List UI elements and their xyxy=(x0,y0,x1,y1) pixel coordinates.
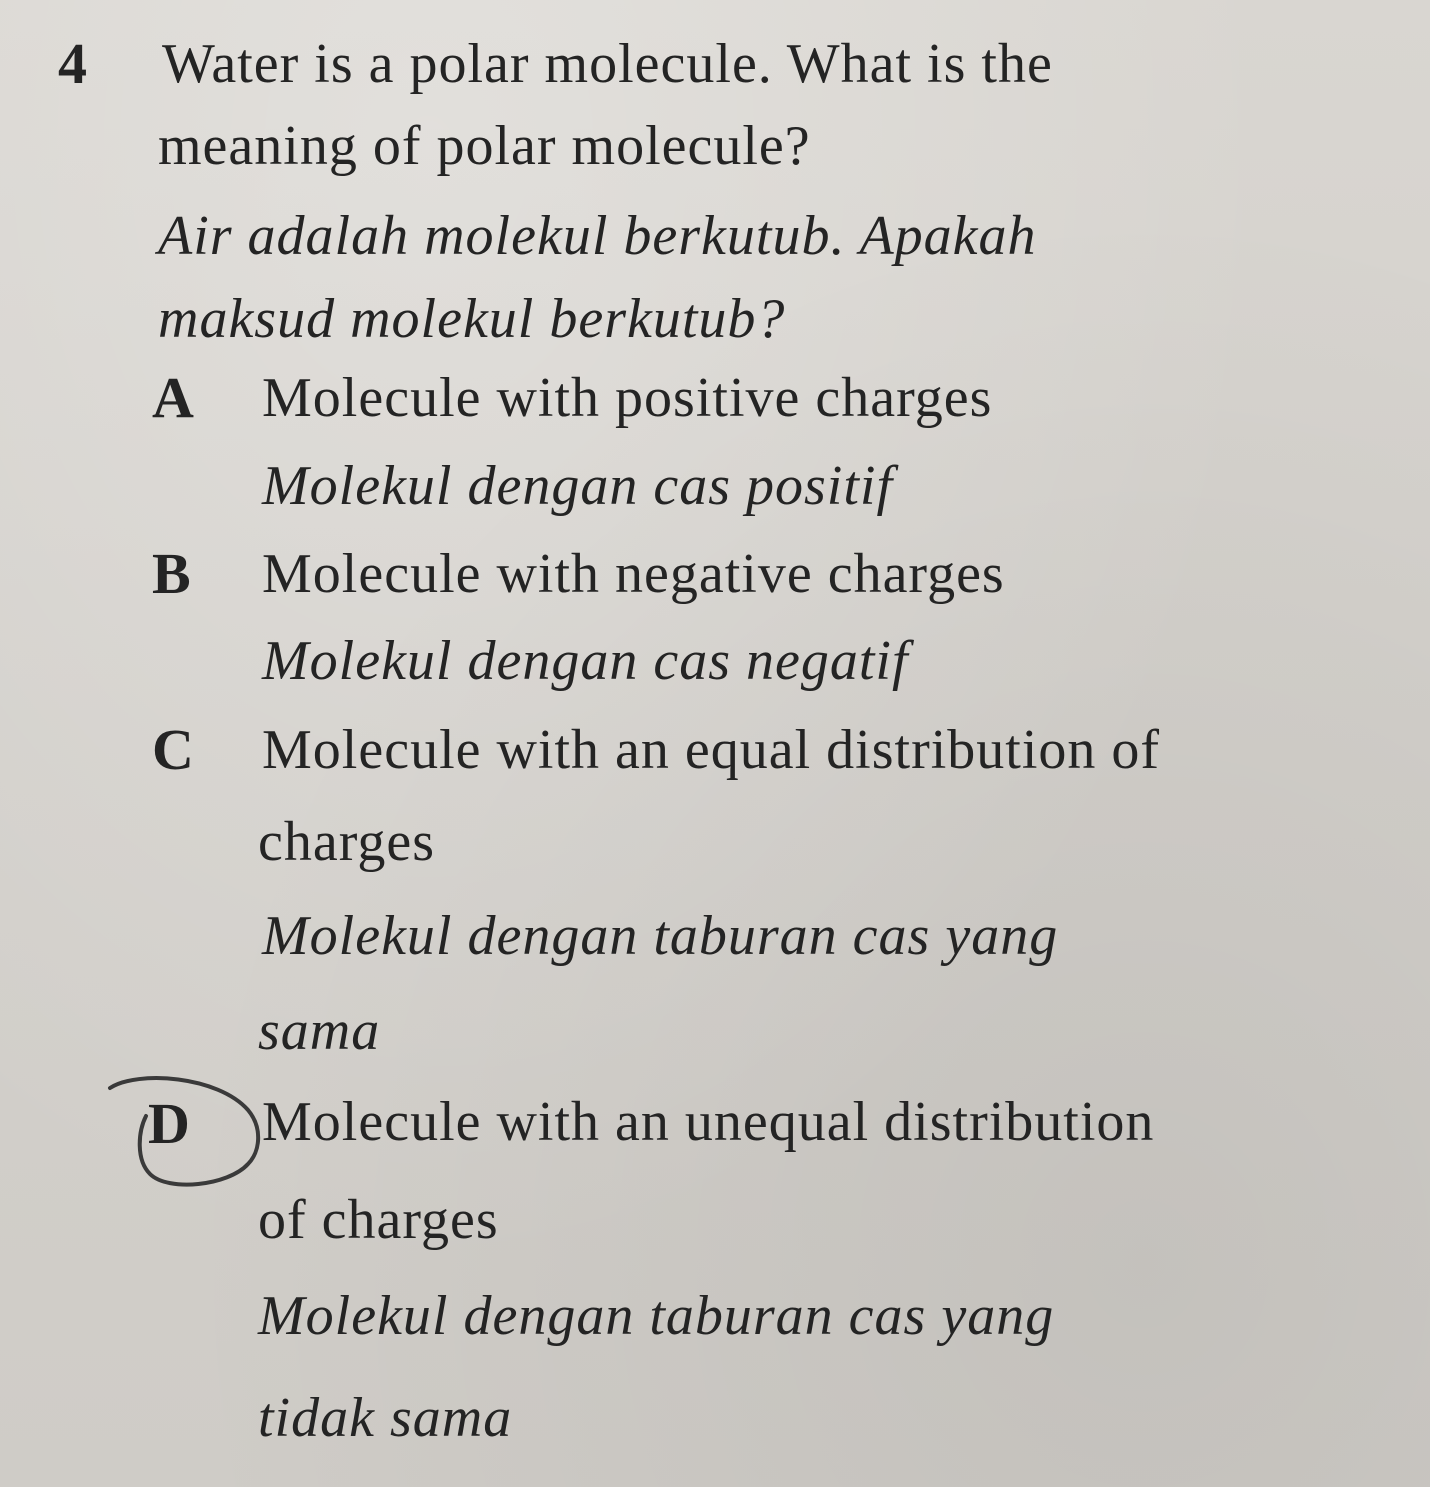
option-d-text-en-line1[interactable]: Molecule with an unequal distribution xyxy=(262,1091,1155,1153)
option-c-text-en-line2[interactable]: charges xyxy=(258,811,435,873)
option-a-letter[interactable]: A xyxy=(152,365,194,430)
question-text-ms-line2: maksud molekul berkutub? xyxy=(158,288,786,350)
question-number: 4 xyxy=(58,31,87,96)
question-text-en-line2: meaning of polar molecule? xyxy=(158,115,811,177)
option-d-text-en-line2[interactable]: of charges xyxy=(258,1189,499,1251)
question-text-ms-line1: Air adalah molekul berkutub. Apakah xyxy=(158,205,1037,267)
option-c-letter[interactable]: C xyxy=(152,717,194,782)
option-b-text-ms: Molekul dengan cas negatif xyxy=(262,630,909,692)
option-a-text-ms: Molekul dengan cas positif xyxy=(262,455,894,517)
option-d-letter[interactable]: D xyxy=(148,1091,190,1156)
question-text-en-line1: Water is a polar molecule. What is the xyxy=(162,33,1053,95)
option-c-text-en-line1[interactable]: Molecule with an equal distribution of xyxy=(262,719,1161,781)
option-c-text-ms-line2: sama xyxy=(258,1000,381,1062)
option-d-text-ms-line1: Molekul dengan taburan cas yang xyxy=(258,1285,1055,1347)
option-c-text-ms-line1: Molekul dengan taburan cas yang xyxy=(262,905,1059,967)
option-d-text-ms-line2: tidak sama xyxy=(258,1387,513,1449)
option-b-text-en[interactable]: Molecule with negative charges xyxy=(262,543,1005,605)
option-b-letter[interactable]: B xyxy=(152,541,191,606)
option-a-text-en[interactable]: Molecule with positive charges xyxy=(262,367,993,429)
